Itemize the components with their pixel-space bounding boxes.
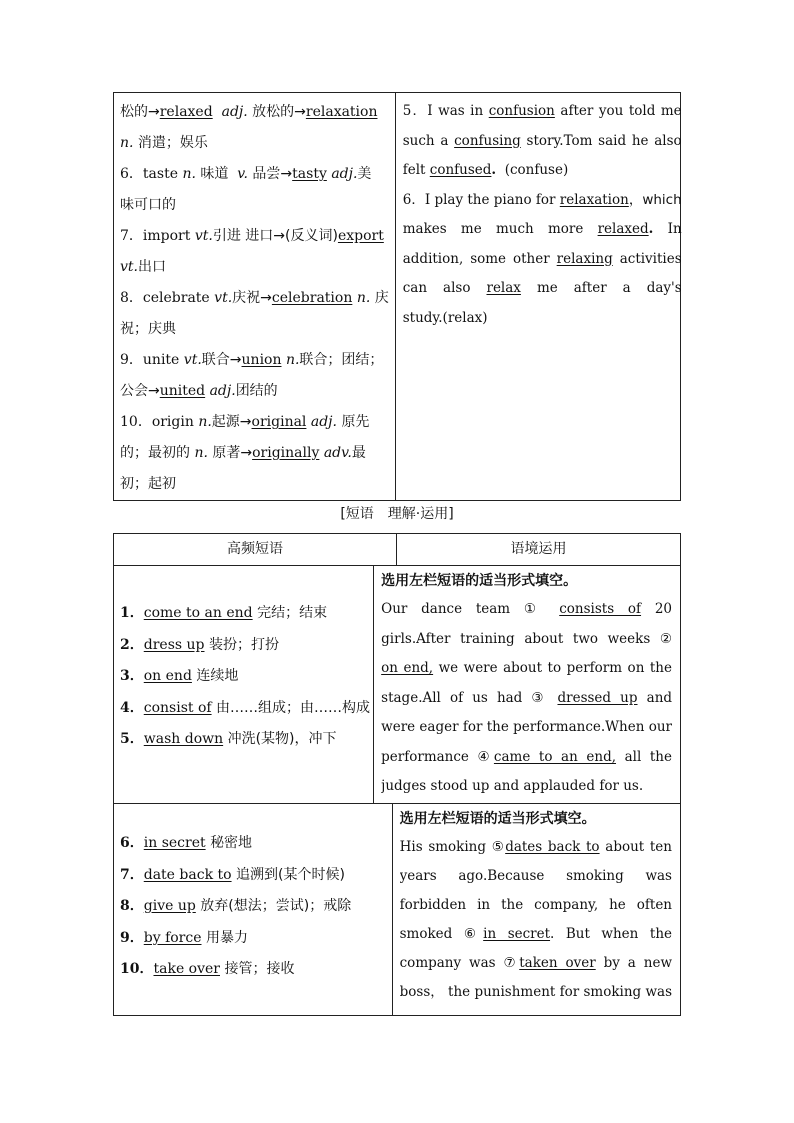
phrase-item: [120, 661, 373, 693]
text: story.Tom said he also: [526, 132, 682, 149]
answer: in secret: [483, 926, 551, 942]
exercise-line: [403, 215, 682, 245]
phrase-list: [114, 804, 393, 1015]
text: 美: [357, 166, 372, 182]
table-header-row: [114, 534, 680, 566]
answer: on end,: [381, 660, 434, 676]
table-row: [114, 804, 680, 1015]
exercise-line: [403, 97, 682, 127]
phrase-number: 10．: [120, 961, 154, 977]
text: 品尝→: [252, 166, 293, 182]
pos: adj.: [221, 104, 248, 120]
vocab-line: [120, 314, 389, 345]
passage-line: [400, 978, 672, 1007]
phrase-item: [120, 891, 392, 923]
context-passage: [393, 804, 680, 1015]
text: 公会→: [120, 383, 160, 399]
text: addition, some other: [402, 250, 550, 267]
header-phrases: 高频短语: [114, 534, 397, 565]
vocab-line: [120, 438, 389, 469]
exercise-line: [403, 245, 682, 275]
text: forbidden in the company, he often: [399, 897, 672, 913]
phrase: in secret: [143, 835, 206, 851]
text: we were about to perform on the: [438, 660, 672, 676]
answer: confusion: [488, 103, 555, 119]
text: 9．unite: [120, 352, 180, 368]
text: 庆: [374, 290, 389, 306]
instruction: 选用左栏短语的适当形式填空。: [381, 573, 578, 589]
text: 7．import: [120, 228, 191, 244]
pos: n.: [285, 352, 300, 368]
text: 原先: [341, 414, 370, 430]
text: 出口: [138, 259, 166, 275]
exercise-line: [403, 304, 682, 334]
phrase-item: [120, 693, 373, 725]
answer: celebration: [271, 290, 353, 306]
passage-line: [381, 595, 672, 625]
text: about ten: [605, 839, 672, 855]
text: study.(relax): [402, 309, 488, 326]
answer: came to an end,: [493, 748, 617, 765]
phrase: come to an end: [143, 605, 253, 621]
text: His smoking ⑤: [399, 839, 506, 855]
vocab-line: [120, 407, 389, 438]
text: all the: [624, 748, 672, 765]
vocab-line: [120, 128, 389, 159]
text: by a new: [603, 955, 672, 971]
text: In: [667, 221, 682, 237]
text: 10．origin: [120, 414, 194, 430]
passage-line: [381, 713, 672, 743]
text: 联合→: [201, 352, 242, 368]
text: 20: [654, 601, 672, 617]
text: 消遣；娱乐: [137, 135, 208, 151]
vocabulary-word-forms: [114, 93, 396, 500]
passage-line: [381, 772, 672, 802]
phrase-meaning: 装扮；打扮: [208, 636, 279, 653]
pos: n.: [120, 135, 134, 151]
answer: tasty: [292, 166, 327, 182]
pos: n.: [182, 166, 196, 182]
phrase-number: 4．: [120, 699, 144, 716]
text: 松的→: [120, 104, 160, 120]
answer: relaxed: [597, 221, 649, 237]
phrase-item: [120, 630, 373, 662]
answer: dressed up: [557, 689, 638, 706]
phrase-meaning: 秘密地: [210, 835, 253, 851]
pos: vt.: [214, 290, 233, 306]
answer: relaxation: [305, 104, 378, 120]
text: 5．I was in: [402, 103, 484, 119]
pos: n.: [194, 445, 208, 461]
text: 祝；庆典: [120, 321, 176, 337]
vocab-line: [120, 221, 389, 252]
vocab-line: [120, 283, 389, 314]
text: 初；起初: [120, 476, 176, 492]
answer: relaxed: [159, 104, 213, 120]
phrase: by force: [143, 929, 202, 946]
text: 放松的→: [252, 104, 306, 120]
text: 的；最初的: [120, 445, 190, 461]
text: were eager for the performance.When our: [381, 719, 672, 735]
vocab-line: [120, 469, 389, 500]
answer: united: [159, 383, 206, 399]
passage-line: [400, 920, 672, 949]
text: 引进 进口→(反义词): [212, 228, 338, 244]
phrase-number: 2．: [120, 636, 144, 653]
answer: consists of: [559, 601, 642, 617]
text: makes me much more: [402, 221, 584, 237]
phrase: take over: [153, 961, 220, 977]
passage-line: [381, 743, 672, 773]
text: years ago.Because smoking was: [399, 868, 672, 884]
text: girls.After training about two weeks ②: [381, 630, 672, 647]
passage-line: [381, 625, 672, 655]
text: .: [648, 221, 654, 237]
text: 最: [351, 445, 366, 461]
text: performance ④: [381, 748, 494, 765]
vocab-line: [120, 97, 389, 128]
phrase-item: [120, 923, 392, 955]
text: 8．celebrate: [120, 290, 210, 306]
phrase-number: 6．: [120, 835, 144, 851]
phrase-item: [120, 954, 392, 986]
text: me after a day's: [536, 280, 682, 296]
phrase: dress up: [143, 636, 205, 653]
exercise-line: [403, 186, 682, 216]
phrase-meaning: 完结；结束: [257, 605, 328, 621]
text: 团结的: [235, 383, 278, 399]
text: (confuse): [504, 162, 569, 178]
answer: union: [241, 352, 282, 368]
phrase-number: 7．: [120, 866, 144, 883]
phrase-item: [120, 828, 392, 860]
answer: originally: [252, 445, 320, 461]
exercise-line: [403, 127, 682, 157]
phrase-number: 8．: [120, 898, 144, 914]
text: smoked ⑥: [399, 926, 484, 942]
answer: export: [337, 228, 384, 244]
answer: taken over: [519, 955, 596, 971]
phrase-meaning: 接管；接收: [224, 961, 295, 977]
vocab-line: [120, 190, 389, 221]
instruction: 选用左栏短语的适当形式填空。: [399, 811, 596, 827]
phrase-list: [114, 566, 374, 803]
text: 6．I play the piano for: [402, 191, 556, 208]
pos: n.: [356, 290, 371, 306]
passage-line: [381, 654, 672, 684]
answer: original: [251, 414, 307, 430]
answer: confusing: [454, 132, 521, 149]
phrase-number: 9．: [120, 929, 144, 946]
text: 起源→: [211, 414, 252, 430]
phrase: date back to: [143, 866, 232, 883]
text: activities: [619, 250, 682, 267]
text: 联合；团结；: [299, 352, 384, 368]
answer: dates back to: [505, 839, 600, 855]
phrase: wash down: [143, 731, 224, 747]
vocab-line: [120, 252, 389, 283]
context-passage: [374, 566, 680, 803]
phrase-item: [120, 724, 373, 756]
phrase-item: [120, 860, 392, 892]
text: felt: [402, 162, 426, 178]
phrase-item: [120, 598, 373, 630]
vocabulary-table: [113, 92, 681, 501]
pos: n.: [198, 414, 212, 430]
phrase-meaning: 放弃(想法；尝试)；戒除: [200, 898, 352, 914]
text: can also: [402, 280, 471, 296]
answer: relaxing: [556, 250, 613, 267]
pos: vt.: [194, 228, 213, 244]
text: 味道: [200, 166, 229, 182]
pos: adj.: [310, 414, 337, 430]
text: after you told me: [560, 103, 682, 119]
pos: adj.: [209, 383, 236, 399]
pos: adv.: [323, 445, 352, 461]
header-context: 语境运用: [510, 541, 567, 557]
vocab-line: [120, 345, 389, 376]
passage-line: [400, 891, 672, 920]
phrase-meaning: 用暴力: [205, 929, 248, 946]
phrase-table: [113, 533, 681, 1016]
answer: relax: [486, 280, 521, 296]
phrase-meaning: 追溯到(某个时候): [236, 866, 345, 883]
text: 6．taste: [120, 166, 178, 182]
text: company was ⑦: [399, 955, 520, 971]
text: such a: [402, 132, 449, 149]
vocab-line: [120, 159, 389, 190]
phrase-meaning: 连续地: [196, 668, 239, 684]
table-row: [114, 566, 680, 804]
text: 味可口的: [120, 197, 176, 213]
exercise-line: [403, 156, 682, 186]
text: . But when the: [550, 926, 672, 942]
section-title: [短语 理解·运用]: [340, 506, 454, 522]
text: Our dance team ①: [381, 601, 546, 617]
phrase: give up: [143, 898, 196, 914]
phrase: on end: [143, 668, 192, 684]
pos: vt.: [120, 259, 138, 275]
phrase-meaning: 冲洗(某物)，冲下: [227, 731, 337, 747]
passage-line: [381, 684, 672, 714]
phrase-number: 3．: [120, 668, 144, 684]
vocab-line: [120, 376, 389, 407]
pos: adj.: [331, 166, 358, 182]
phrase: consist of: [143, 699, 212, 716]
text: judges stood up and applauded for us.: [381, 778, 644, 794]
text: and: [646, 689, 672, 706]
vocabulary-exercises: [396, 93, 688, 500]
answer: confused: [429, 162, 492, 178]
passage-line: [400, 833, 672, 862]
phrase-number: 1．: [120, 605, 144, 621]
exercise-line: [403, 274, 682, 304]
phrase-meaning: 由……组成；由……构成: [216, 699, 371, 716]
text: stage.All of us had ③: [381, 689, 549, 706]
passage-line: [400, 862, 672, 891]
text: .: [491, 162, 497, 178]
pos: v.: [237, 166, 248, 182]
passage-line: [400, 949, 672, 978]
text: ，which: [628, 191, 682, 208]
phrase-number: 5．: [120, 731, 144, 747]
text: 原著→: [212, 445, 253, 461]
answer: relaxation: [559, 191, 629, 208]
text: boss， the punishment for smoking was: [399, 984, 672, 1000]
pos: vt.: [183, 352, 202, 368]
text: 庆祝→: [232, 290, 272, 306]
